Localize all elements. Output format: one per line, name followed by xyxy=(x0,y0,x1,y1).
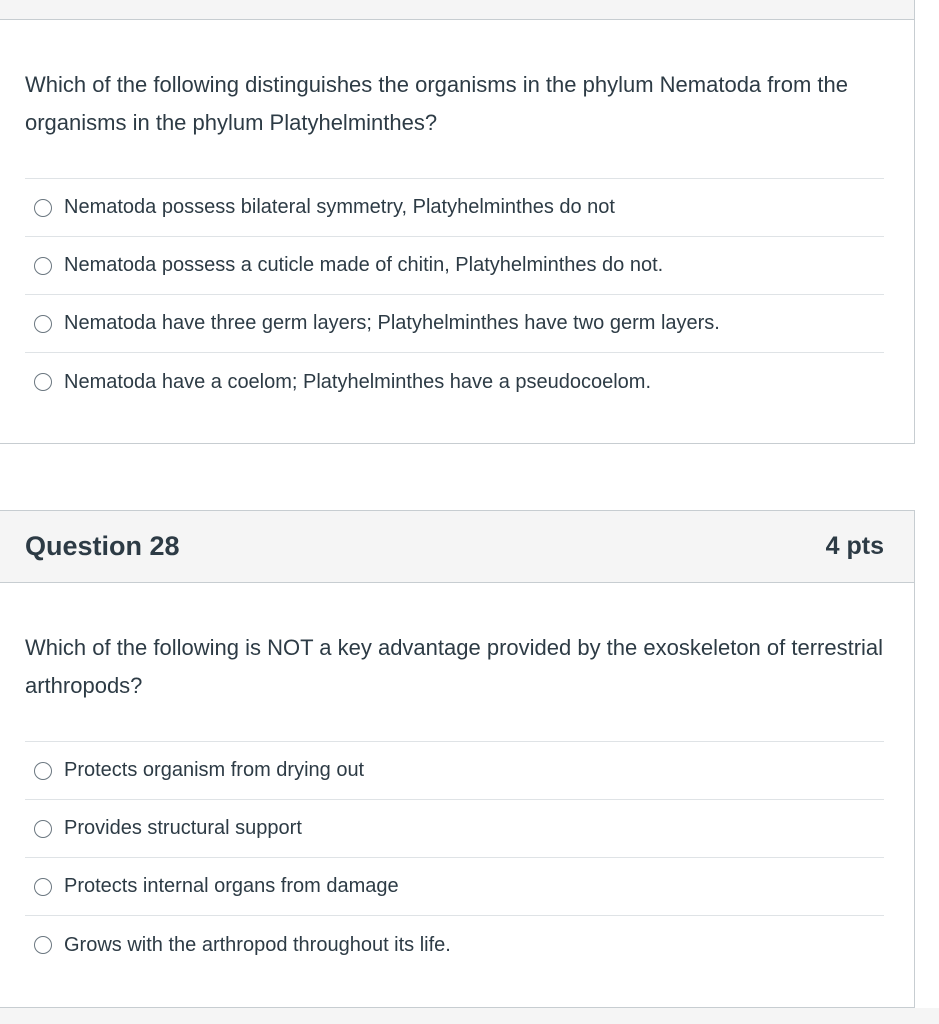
answer-label[interactable]: Nematoda have three germ layers; Platyhelminthes have two germ layers. xyxy=(64,312,720,334)
answer-option[interactable] xyxy=(25,800,884,858)
answer-list xyxy=(25,741,884,974)
radio-button[interactable] xyxy=(34,373,52,391)
answer-option[interactable] xyxy=(25,742,884,800)
answer-list xyxy=(25,178,884,411)
answer-option[interactable] xyxy=(25,295,884,353)
answer-label[interactable]: Nematoda possess a cuticle made of chitin, Platyhelminthes do not. xyxy=(64,254,664,276)
radio-button[interactable] xyxy=(34,878,52,896)
radio-button[interactable] xyxy=(34,936,52,954)
radio-button[interactable] xyxy=(34,257,52,275)
radio-button[interactable] xyxy=(34,820,52,838)
answer-option[interactable] xyxy=(25,858,884,916)
next-card-edge xyxy=(0,1008,939,1024)
answer-label[interactable]: Protects organism from drying out xyxy=(64,759,365,781)
question-text: Which of the following distinguishes the organisms in the phylum Nematoda from the organisms in the phylum Platyhelminthes? xyxy=(25,72,848,135)
answer-option[interactable] xyxy=(25,237,884,295)
answer-label[interactable]: Protects internal organs from damage xyxy=(64,875,399,897)
radio-button[interactable] xyxy=(34,315,52,333)
radio-button[interactable] xyxy=(34,762,52,780)
answer-label[interactable]: Provides structural support xyxy=(64,817,302,839)
question-card-previous xyxy=(0,0,915,444)
radio-button[interactable] xyxy=(34,199,52,217)
answer-label[interactable]: Nematoda possess bilateral symmetry, Platyhelminthes do not xyxy=(64,196,615,218)
answer-option[interactable] xyxy=(25,916,884,974)
question-card-28 xyxy=(0,510,915,1008)
answer-label[interactable]: Nematoda have a coelom; Platyhelminthes have a pseudocoelom. xyxy=(64,370,652,393)
question-points: 4 pts xyxy=(825,532,884,560)
answer-option[interactable] xyxy=(25,353,884,411)
question-text: Which of the following is NOT a key advantage provided by the exoskeleton of terrestrial arthropods? xyxy=(25,635,884,698)
answer-label[interactable]: Grows with the arthropod throughout its life. xyxy=(64,933,451,956)
question-header xyxy=(0,511,914,583)
question-header-band xyxy=(0,0,914,20)
question-title: Question 28 xyxy=(25,531,180,561)
answer-option[interactable] xyxy=(25,179,884,237)
